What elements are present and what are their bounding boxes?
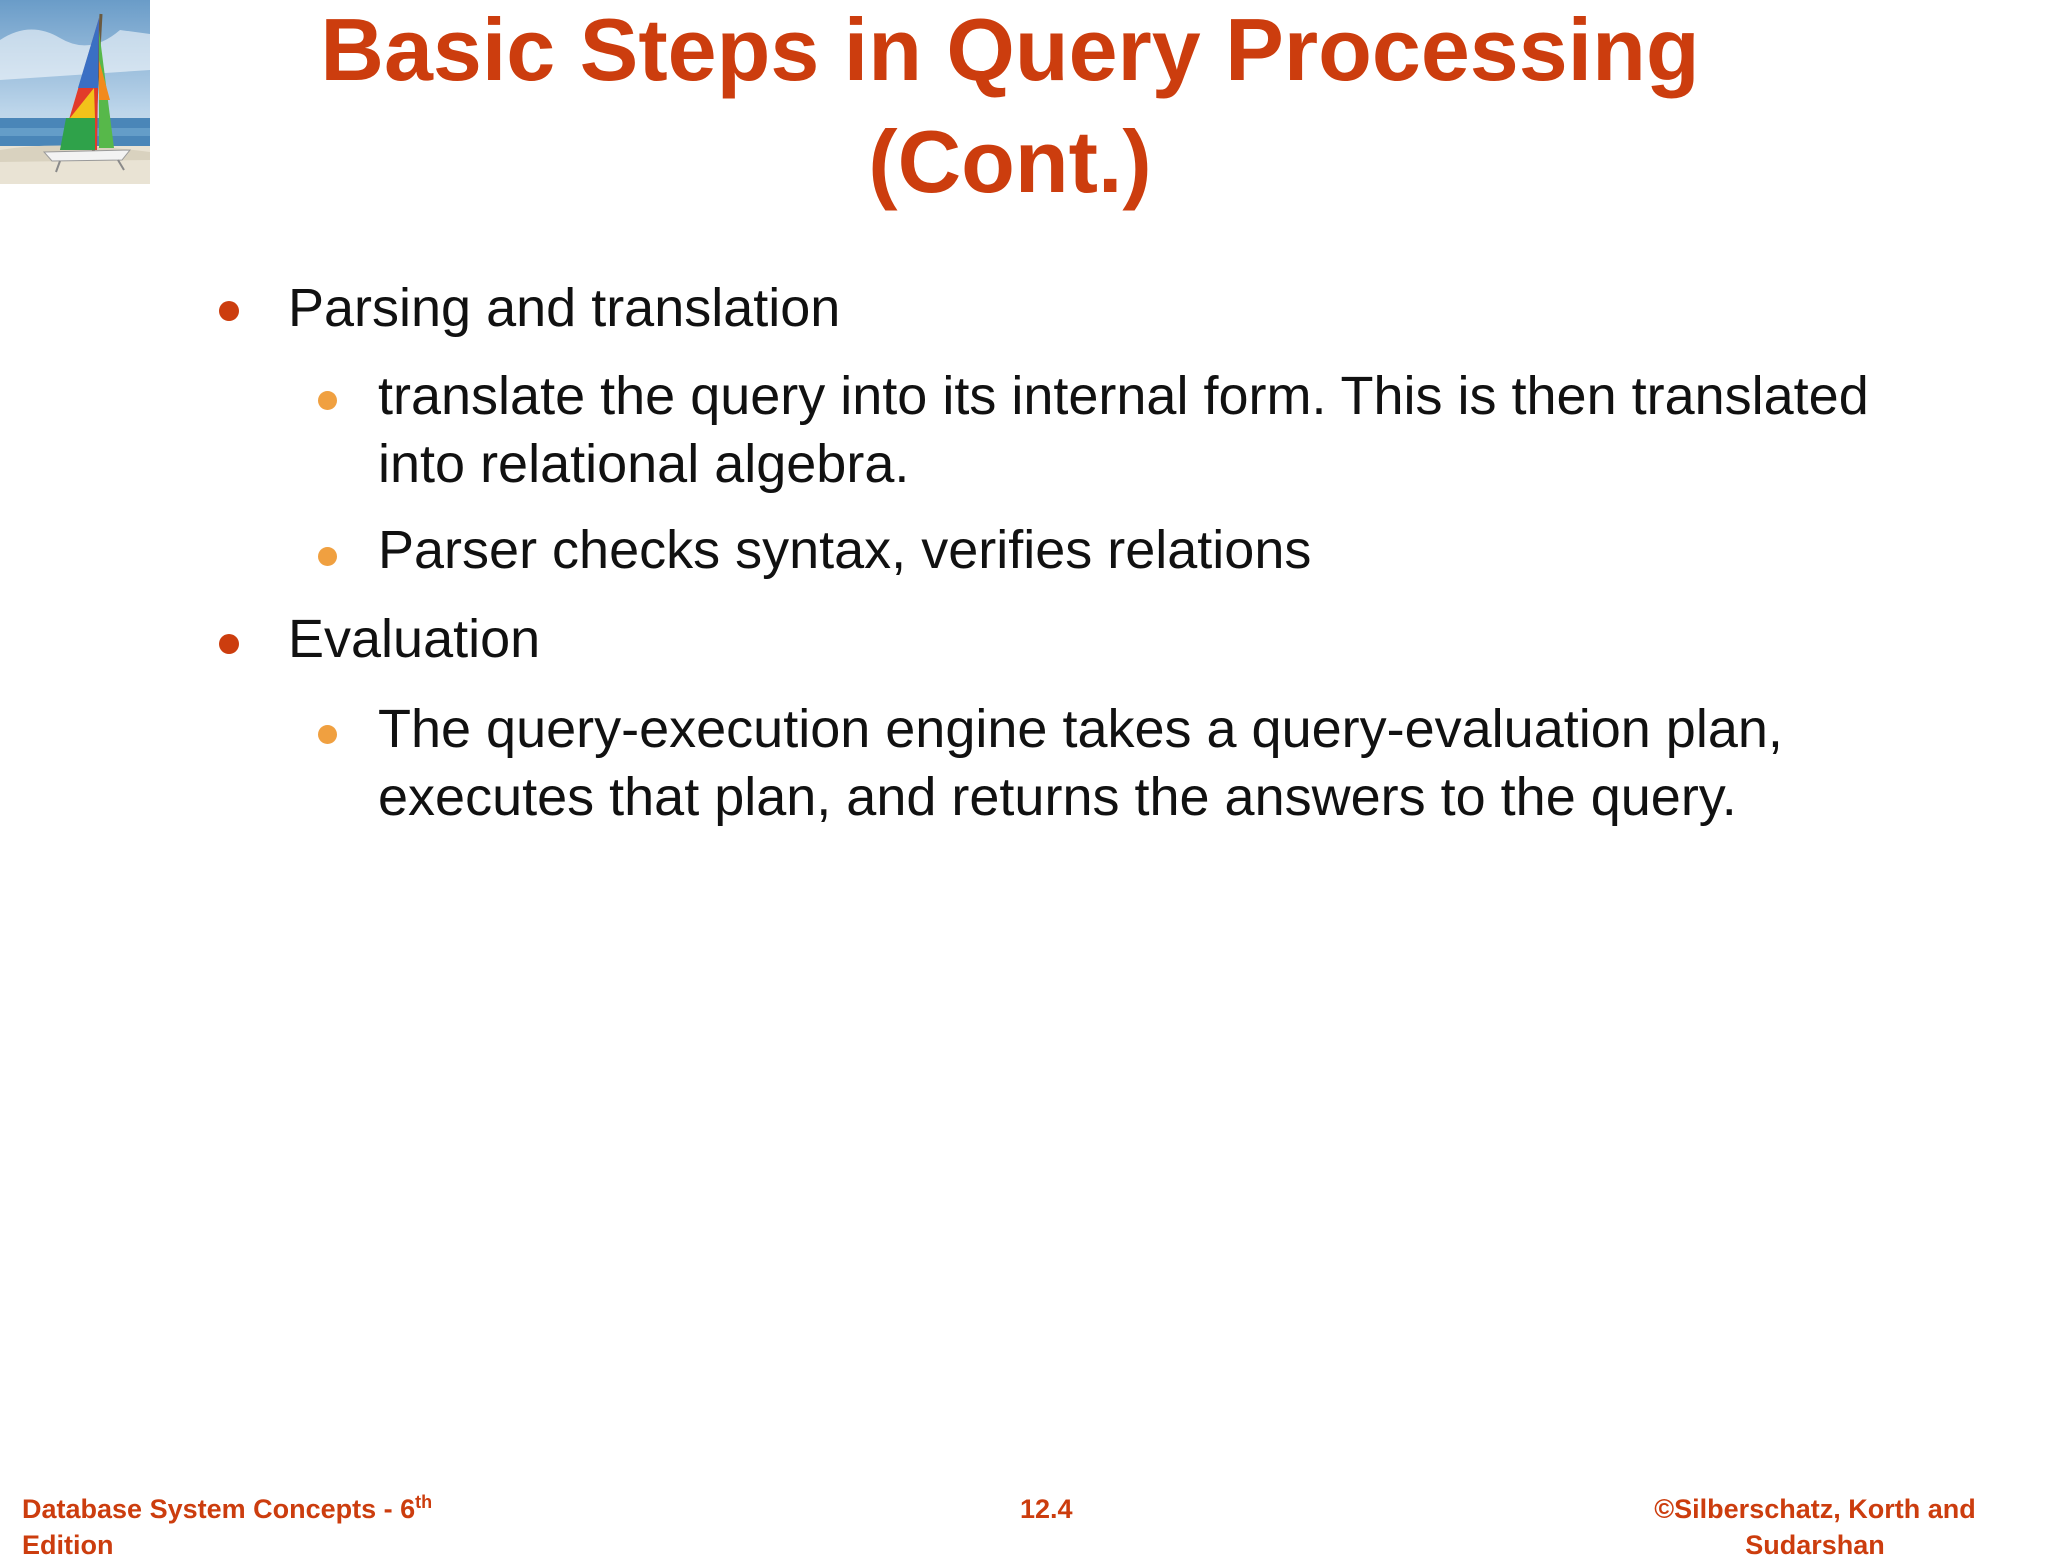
footer-book-title xyxy=(22,1491,482,1560)
bullet-dot-icon xyxy=(219,301,239,321)
bullet-parsing-and-translation: Parsing and translation xyxy=(288,278,841,338)
sub-bullet-parser-checks: Parser checks syntax, verifies relations xyxy=(378,520,1312,580)
slide-title xyxy=(200,0,1820,218)
sub-bullet-query-execution-engine: The query-execution engine takes a query-evaluation plan, executes that plan, and returns the answers to the query. xyxy=(378,699,1783,827)
footer-book-title-text: Database System Concepts - 6 xyxy=(22,1494,416,1524)
sailboat-logo-icon xyxy=(0,0,150,184)
slide-title-line-2: (Cont.) xyxy=(868,112,1152,211)
bullet-evaluation: Evaluation xyxy=(288,609,541,669)
footer-page-number: 12.4 xyxy=(1020,1494,1073,1524)
sub-bullet-dot-icon xyxy=(318,725,337,744)
sub-bullet-dot-icon xyxy=(318,547,337,566)
slide-title-line-1: Basic Steps in Query Processing xyxy=(320,0,1700,99)
sub-bullet-dot-icon xyxy=(318,391,337,410)
footer-copyright: ©Silberschatz, Korth and Sudarshan xyxy=(1654,1494,1976,1560)
footer-book-title-continued: Edition xyxy=(22,1530,114,1560)
bullet-dot-icon xyxy=(219,634,239,654)
sub-bullet-translate-query: translate the query into its internal form. This is then translated into relational algebra. xyxy=(378,366,1869,494)
footer-edition-superscript: th xyxy=(415,1492,433,1512)
